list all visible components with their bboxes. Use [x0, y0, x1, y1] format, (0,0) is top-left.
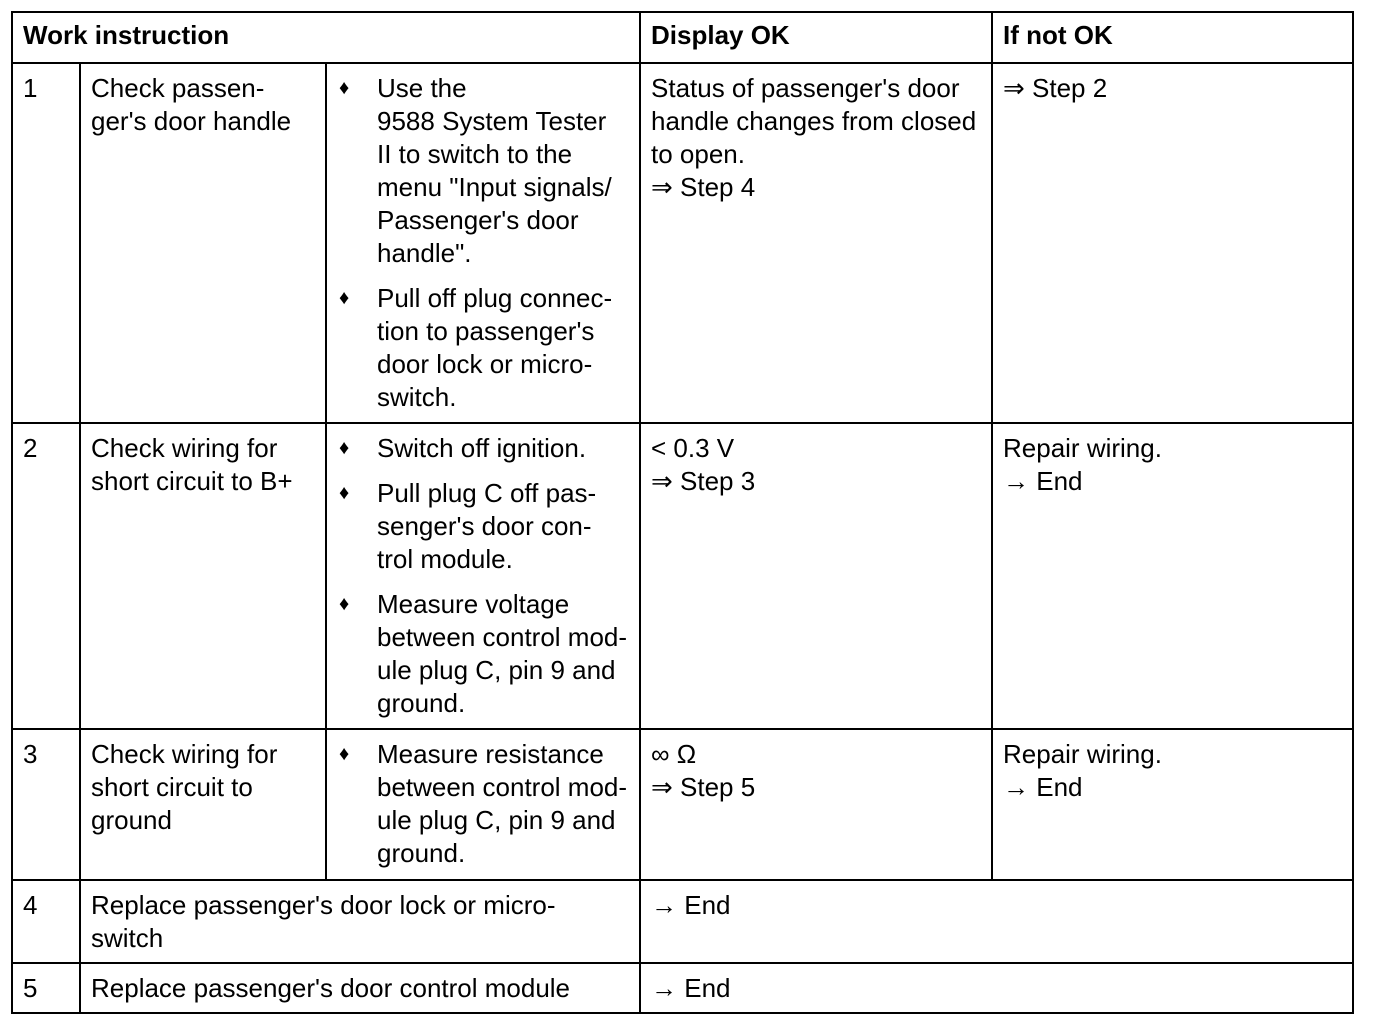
- check-description: [80, 423, 326, 729]
- instruction-text: Measure voltage between control mod- ule plug C, pin 9 and ground.: [377, 589, 628, 718]
- if-not-ok-cell: [992, 729, 1353, 880]
- if-not-ok-cell: [992, 423, 1353, 729]
- instructions-cell: [326, 729, 640, 880]
- step-number: 1: [12, 63, 80, 423]
- work-instruction-table: [11, 11, 1354, 1014]
- table-row: [12, 729, 1353, 880]
- check-description: [80, 729, 326, 880]
- instruction-item: [337, 282, 629, 414]
- if-not-ok-line: Repair wiring.: [1003, 739, 1162, 769]
- display-ok-line: handle changes from closed: [651, 106, 977, 136]
- instruction-text: Pull off plug connec- tion to passenger's door lock or micro- switch.: [377, 283, 613, 412]
- display-ok-line: ∞ Ω: [651, 739, 697, 769]
- instructions-cell: [326, 423, 640, 729]
- action-description: Replace passenger's door lock or micro- switch: [80, 880, 640, 963]
- diamond-bullet-icon: ♦: [339, 593, 350, 615]
- instruction-item: [337, 477, 629, 576]
- table-row: [12, 63, 1353, 423]
- check-description: [80, 63, 326, 423]
- diamond-bullet-icon: ♦: [339, 437, 350, 459]
- instruction-text: Pull plug C off pas- senger's door con- trol module.: [377, 478, 597, 574]
- result-cell: → End: [640, 880, 1353, 963]
- instruction-item: [337, 588, 629, 720]
- diamond-bullet-icon: ♦: [339, 482, 350, 504]
- header-display-ok: Display OK: [640, 12, 992, 63]
- step-number: 3: [12, 729, 80, 880]
- if-not-ok-line: → End: [1003, 772, 1083, 802]
- step-number: 4: [12, 880, 80, 963]
- step-number: 2: [12, 423, 80, 729]
- check-line: Check passen- ger's door handle: [91, 73, 292, 136]
- display-ok-line: < 0.3 V: [651, 433, 735, 463]
- header-if-not-ok: If not OK: [992, 12, 1353, 63]
- diamond-bullet-icon: ♦: [339, 743, 350, 765]
- if-not-ok-cell: [992, 63, 1353, 423]
- display-ok-line: ⇒ Step 3: [651, 466, 756, 496]
- action-description: Replace passenger's door control module: [80, 963, 640, 1013]
- instructions-cell: [326, 63, 640, 423]
- check-line: Check wiring for short circuit to ground: [91, 739, 278, 835]
- display-ok-line: ⇒ Step 5: [651, 772, 756, 802]
- check-line: Check wiring for short circuit to B+: [91, 433, 293, 496]
- table-header-row: [12, 12, 1353, 63]
- result-cell: → End: [640, 963, 1353, 1013]
- instruction-text: Measure resistance between control mod- ule plug C, pin 9 and ground.: [377, 739, 628, 868]
- table-row: [12, 423, 1353, 729]
- display-ok-cell: [640, 729, 992, 880]
- display-ok-line: ⇒ Step 4: [651, 172, 756, 202]
- instruction-item: [337, 72, 629, 270]
- table-row: [12, 963, 1353, 1013]
- display-ok-line: Status of passenger's door: [651, 73, 960, 103]
- instruction-item: [337, 432, 629, 465]
- table-row: [12, 880, 1353, 963]
- display-ok-line: to open.: [651, 139, 745, 169]
- if-not-ok-line: → End: [1003, 466, 1083, 496]
- display-ok-cell: [640, 423, 992, 729]
- if-not-ok-line: ⇒ Step 2: [1003, 73, 1108, 103]
- instruction-text: Use the 9588 System Tester II to switch to the menu "Input signals/ Passenger's door handle".: [377, 73, 612, 268]
- header-work-instruction: Work instruction: [12, 12, 640, 63]
- instruction-text: Switch off ignition.: [377, 433, 587, 463]
- instruction-item: [337, 738, 629, 870]
- diamond-bullet-icon: ♦: [339, 77, 350, 99]
- display-ok-cell: [640, 63, 992, 423]
- if-not-ok-line: Repair wiring.: [1003, 433, 1162, 463]
- diamond-bullet-icon: ♦: [339, 287, 350, 309]
- step-number: 5: [12, 963, 80, 1013]
